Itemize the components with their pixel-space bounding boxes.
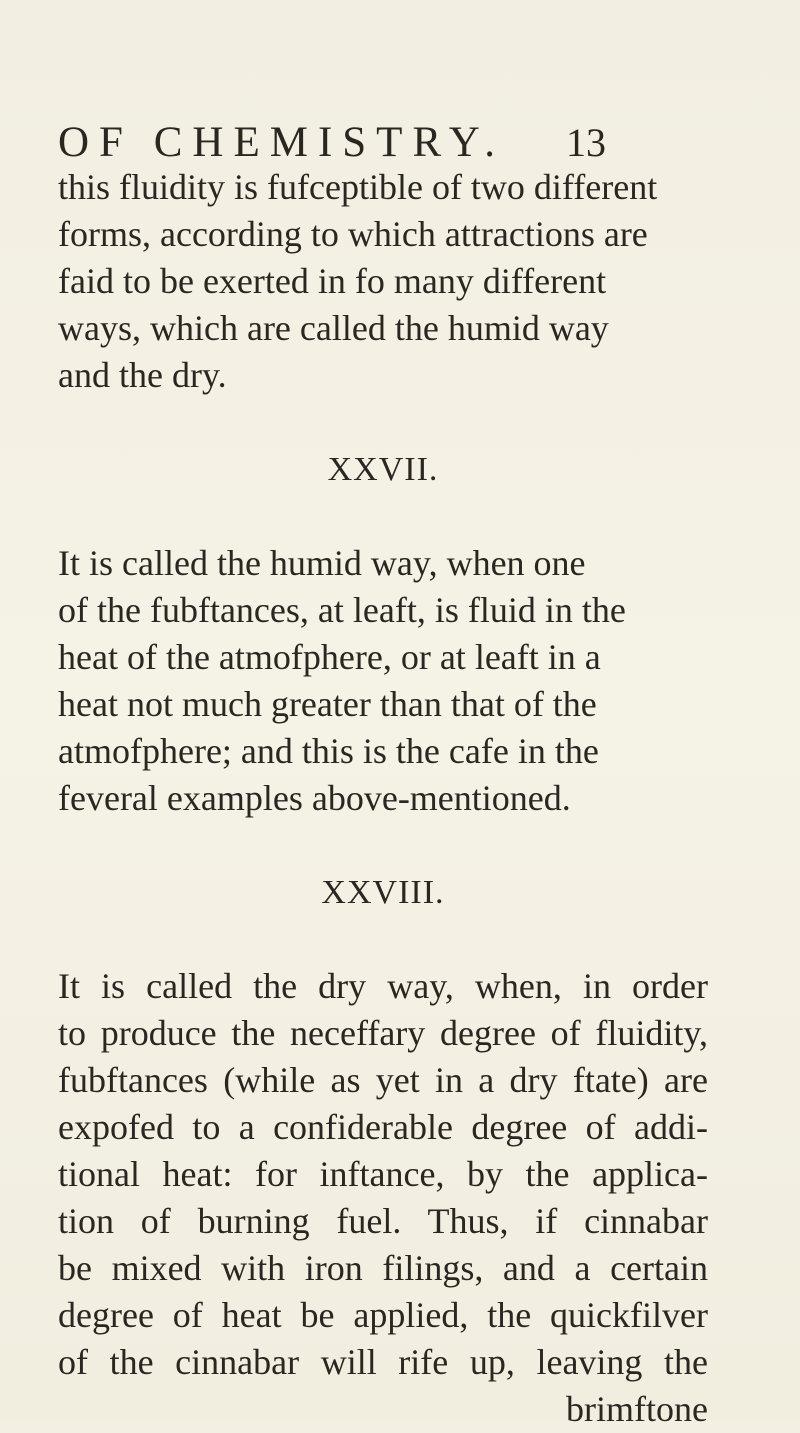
paragraph-xxvii xyxy=(58,540,708,822)
text-line: of the fubftances, at leaft, is fluid in the xyxy=(58,590,626,630)
text-line: fubftances (while as yet in a dry ftate) are xyxy=(58,1060,708,1100)
text-line: be mixed with iron filings, and a certain xyxy=(58,1248,708,1288)
text-line: faid to be exerted in fo many different xyxy=(58,261,607,301)
text-line: and the dry. xyxy=(58,355,227,395)
section-heading-xxvii: XXVII. xyxy=(327,451,439,488)
body-text xyxy=(58,164,708,1433)
running-title: OF CHEMISTRY. xyxy=(58,119,506,166)
text-line: of the cinnabar will rife up, leaving the xyxy=(58,1342,708,1382)
text-line: heat not much greater than that of the xyxy=(58,684,597,724)
text-line: degree of heat be applied, the quickfilver xyxy=(58,1295,708,1335)
text-line: forms, according to which attractions are xyxy=(58,214,648,254)
text-line: expofed to a confiderable degree of addi- xyxy=(58,1107,708,1147)
running-header xyxy=(58,118,698,168)
text-line: tion of burning fuel. Thus, if cinnabar xyxy=(58,1201,708,1241)
text-line: tional heat: for inftance, by the applica- xyxy=(58,1154,708,1194)
paragraph-intro xyxy=(58,164,708,399)
text-line: heat of the atmofphere, or at leaft in a xyxy=(58,637,601,677)
page-number: 13 xyxy=(566,120,606,165)
section-heading-xxviii: XXVIII. xyxy=(321,874,445,911)
text-line: to produce the neceffary degree of fluidity, xyxy=(58,1013,708,1053)
paragraph-xxviii xyxy=(58,963,708,1386)
text-line: this fluidity is fufceptible of two different xyxy=(58,167,658,207)
text-line: It is called the humid way, when one xyxy=(58,543,586,583)
text-line: feveral examples above-mentioned. xyxy=(58,778,571,818)
text-line: atmofphere; and this is the cafe in the xyxy=(58,731,599,771)
catchword: brimftone xyxy=(566,1389,708,1429)
text-line: It is called the dry way, when, in order xyxy=(58,966,708,1006)
text-line: ways, which are called the humid way xyxy=(58,308,609,348)
